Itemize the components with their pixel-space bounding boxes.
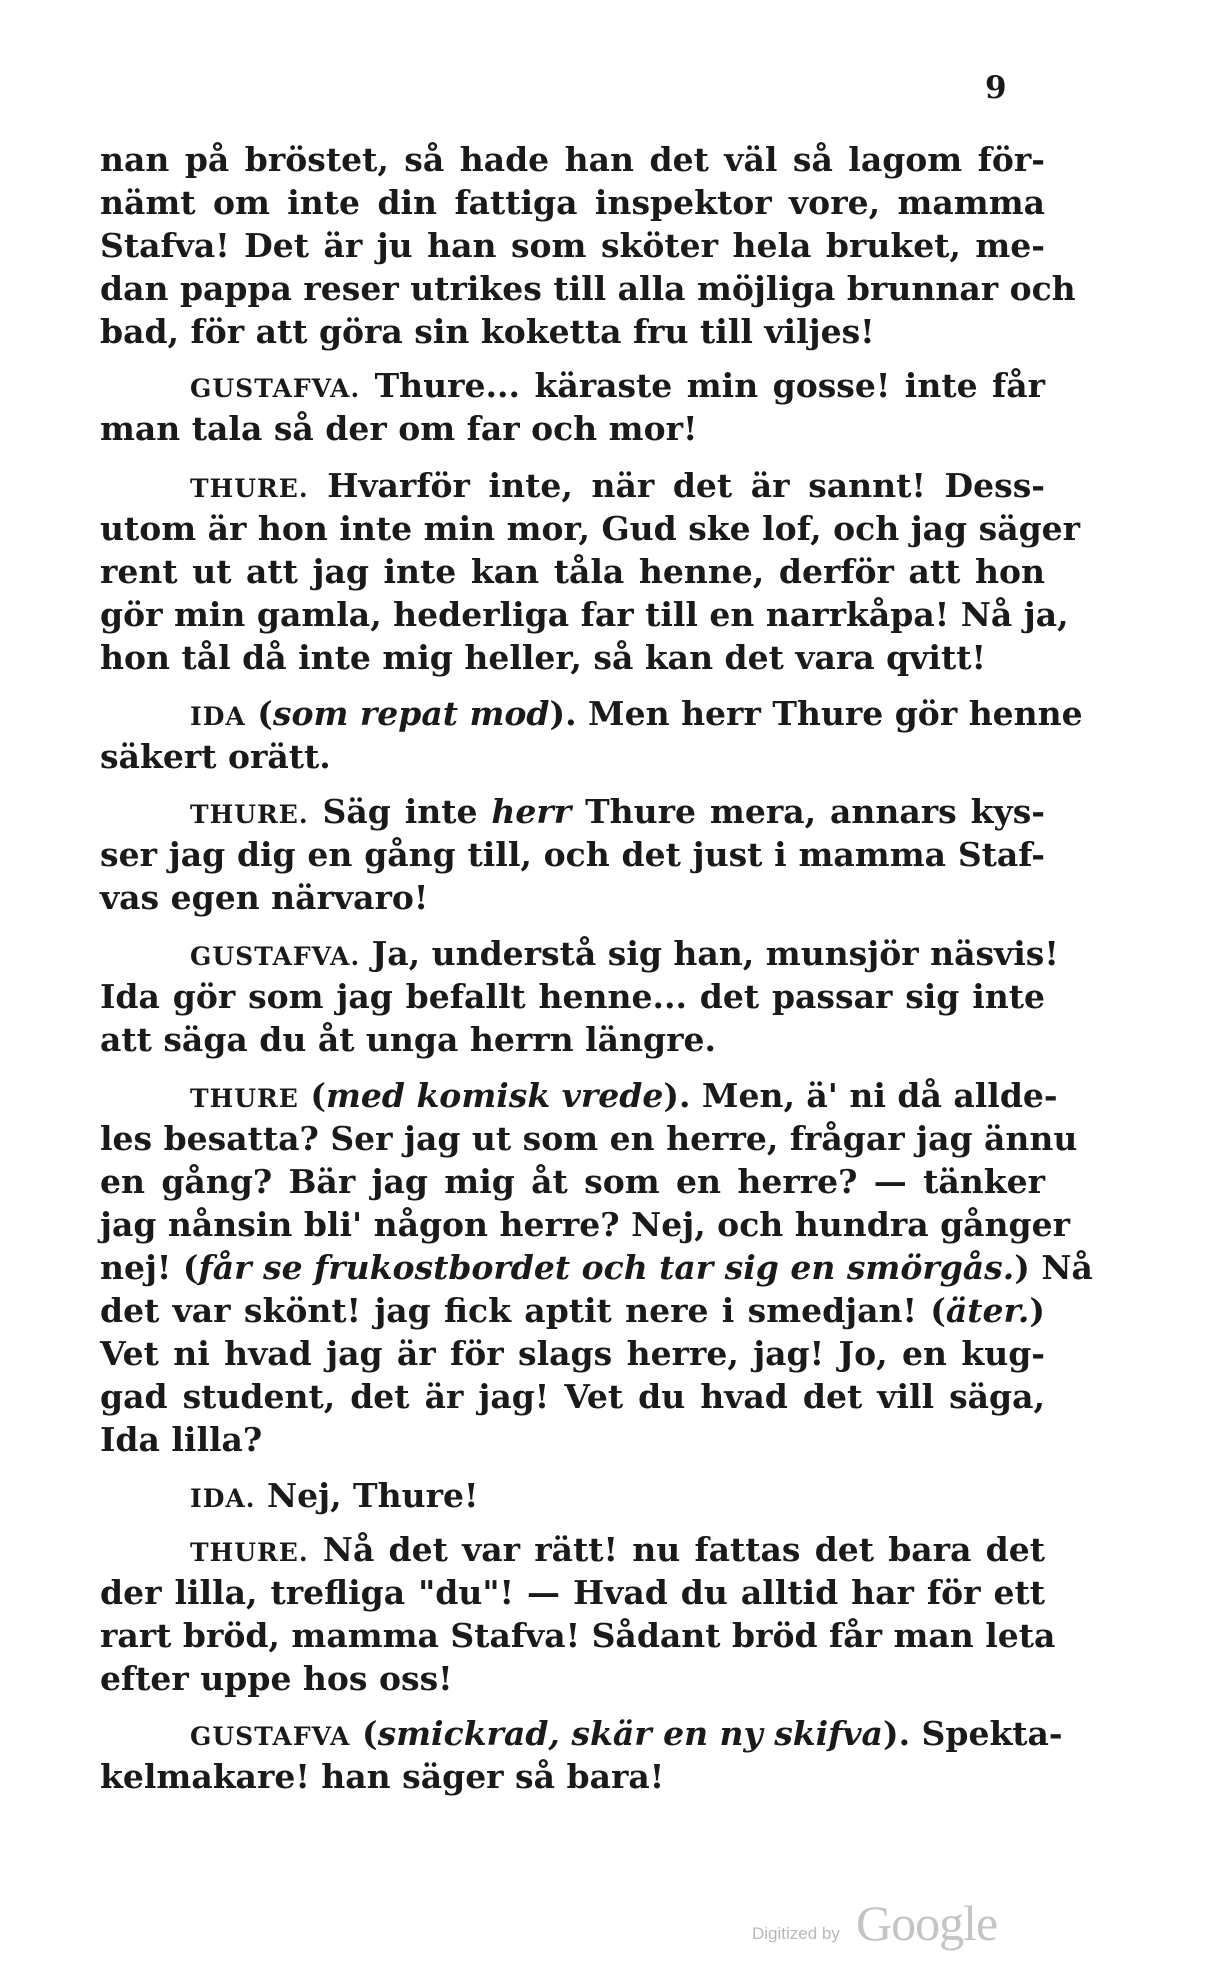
line-text: att säga du åt unga herrn längre. <box>100 1020 716 1059</box>
line-text: ser jag dig en gång till, och det just i mamma Staf- <box>100 835 1045 874</box>
text-line <box>100 1117 1078 1161</box>
line-text: ( <box>245 694 273 733</box>
line-text: jag nånsin bli' någon herre? Nej, och hundra gånger <box>100 1205 1070 1244</box>
text-line <box>100 975 1045 1019</box>
line-text: gör min gamla, hederliga far till en narrkåpa! Nå ja, <box>100 595 1069 634</box>
line-text: Ida lilla? <box>100 1420 263 1459</box>
speaker-name: GUSTAFVA. <box>190 374 361 403</box>
speaker-line <box>100 692 1083 736</box>
text-line <box>100 1571 1045 1615</box>
text-line <box>100 1160 1045 1204</box>
text-line <box>100 1375 1045 1419</box>
text-line <box>100 1018 1045 1062</box>
line-text: rart bröd, mamma Stafva! Sådant bröd får man leta <box>100 1616 1056 1655</box>
line-text: nan på bröstet, så hade han det väl så lagom för- <box>100 140 1045 179</box>
watermark-digitized-label: Digitized by <box>752 1924 840 1943</box>
speaker-line <box>100 1528 1045 1572</box>
text-line <box>100 310 1045 354</box>
line-text: Ida gör som jag befallt henne... det passar sig inte <box>100 977 1045 1016</box>
text-line <box>100 224 1045 268</box>
line-text: Nå det var rätt! nu fattas det bara det <box>308 1530 1045 1569</box>
line-text: säkert orätt. <box>100 737 331 776</box>
text-line <box>100 407 1045 451</box>
line-text: Säg inte <box>308 792 492 831</box>
text-line <box>100 1246 1093 1290</box>
speaker-name: GUSTAFVA. <box>190 942 361 971</box>
line-text: kelmakare! han säger så bara! <box>100 1757 665 1796</box>
speaker-name: THURE <box>190 1084 299 1113</box>
speaker-name: THURE. <box>190 474 309 503</box>
digitized-by-google-watermark <box>752 1894 1012 1954</box>
line-text: der lilla, trefliga "du"! — Hvad du alltid har för ett <box>100 1573 1045 1612</box>
text-line <box>100 507 1081 551</box>
speaker-name: THURE. <box>190 800 309 829</box>
line-text: Thure mera, annars kys- <box>571 792 1045 831</box>
line-text: utom är hon inte min mor, Gud ske lof, och jag säger <box>100 509 1081 548</box>
line-text: det var skönt! jag fick aptit nere i smedjan! ( <box>100 1291 946 1330</box>
line-text: gad student, det är jag! Vet du hvad det vill säga, <box>100 1377 1045 1416</box>
speaker-line <box>100 1712 1063 1756</box>
text-line <box>100 1614 1056 1658</box>
line-text: hon tål då inte mig heller, så kan det vara qvitt! <box>100 638 986 677</box>
stage-direction: äter. <box>945 1291 1030 1330</box>
stage-direction: får se frukostbordet och tar sig en smörgås. <box>198 1248 1015 1287</box>
text-line <box>100 1289 1045 1333</box>
speaker-name: IDA <box>190 702 246 731</box>
line-text: ). Men, ä' ni då allde- <box>663 1076 1058 1115</box>
text-line <box>100 593 1069 637</box>
text-line <box>100 138 1045 182</box>
text-line <box>100 1657 1045 1701</box>
speaker-line <box>100 932 1059 976</box>
line-text: ). Men herr Thure gör henne <box>549 694 1083 733</box>
line-text: man tala så der om far och mor! <box>100 409 698 448</box>
speaker-line <box>100 1474 1045 1518</box>
line-text: rent ut att jag inte kan tåla henne, derför att hon <box>100 552 1045 591</box>
line-text: vas egen närvaro! <box>100 878 429 917</box>
text-line <box>100 1418 1045 1462</box>
speaker-name: IDA. <box>190 1484 256 1513</box>
line-text: Nej, Thure! <box>255 1476 479 1515</box>
line-text: Stafva! Det är ju han som sköter hela bruket, me- <box>100 226 1045 265</box>
line-text: en gång? Bär jag mig åt som en herre? — tänker <box>100 1162 1045 1201</box>
text-line <box>100 1332 1045 1376</box>
text-line <box>100 1203 1070 1247</box>
line-text: ( <box>350 1714 378 1753</box>
line-text: Vet ni hvad jag är för slags herre, jag! Jo, en kug- <box>100 1334 1045 1373</box>
speaker-line <box>100 790 1045 834</box>
text-line <box>100 1755 1045 1799</box>
line-text: efter uppe hos oss! <box>100 1659 453 1698</box>
text-line <box>100 550 1045 594</box>
line-text: nej! ( <box>100 1248 199 1287</box>
line-text: les besatta? Ser jag ut som en herre, frågar jag ännu <box>100 1119 1078 1158</box>
line-text: ) <box>1029 1291 1045 1330</box>
line-text: bad, för att göra sin koketta fru till viljes! <box>100 312 875 351</box>
watermark-google-logo: Google <box>856 1895 998 1951</box>
text-line <box>100 833 1045 877</box>
line-text: Ja, understå sig han, munsjör näsvis! <box>360 934 1059 973</box>
stage-direction: med komisk vrede <box>325 1076 664 1115</box>
text-line <box>100 267 1076 311</box>
speaker-name: THURE. <box>190 1538 309 1567</box>
speaker-name: GUSTAFVA <box>190 1722 351 1751</box>
stage-direction: smickrad, skär en ny skifva <box>377 1714 883 1753</box>
line-text: dan pappa reser utrikes till alla möjliga brunnar och <box>100 269 1076 308</box>
text-line <box>100 181 1045 225</box>
line-text: ) Nå <box>1014 1248 1093 1287</box>
stage-direction: som repat mod <box>272 694 550 733</box>
text-line <box>100 735 1045 779</box>
page-number: 9 <box>985 70 1008 106</box>
line-text: ). Spekta- <box>882 1714 1063 1753</box>
line-text: nämt om inte din fattiga inspektor vore, mamma <box>100 183 1045 222</box>
text-line <box>100 636 1045 680</box>
line-text: Hvarför inte, när det är sannt! Dess- <box>308 466 1045 505</box>
speaker-line <box>100 464 1045 508</box>
text-line <box>100 876 1045 920</box>
stage-direction: herr <box>491 792 572 831</box>
line-text: ( <box>298 1076 326 1115</box>
speaker-line <box>100 1074 1058 1118</box>
speaker-line <box>100 364 1045 408</box>
line-text: Thure... käraste min gosse! inte får <box>360 366 1045 405</box>
